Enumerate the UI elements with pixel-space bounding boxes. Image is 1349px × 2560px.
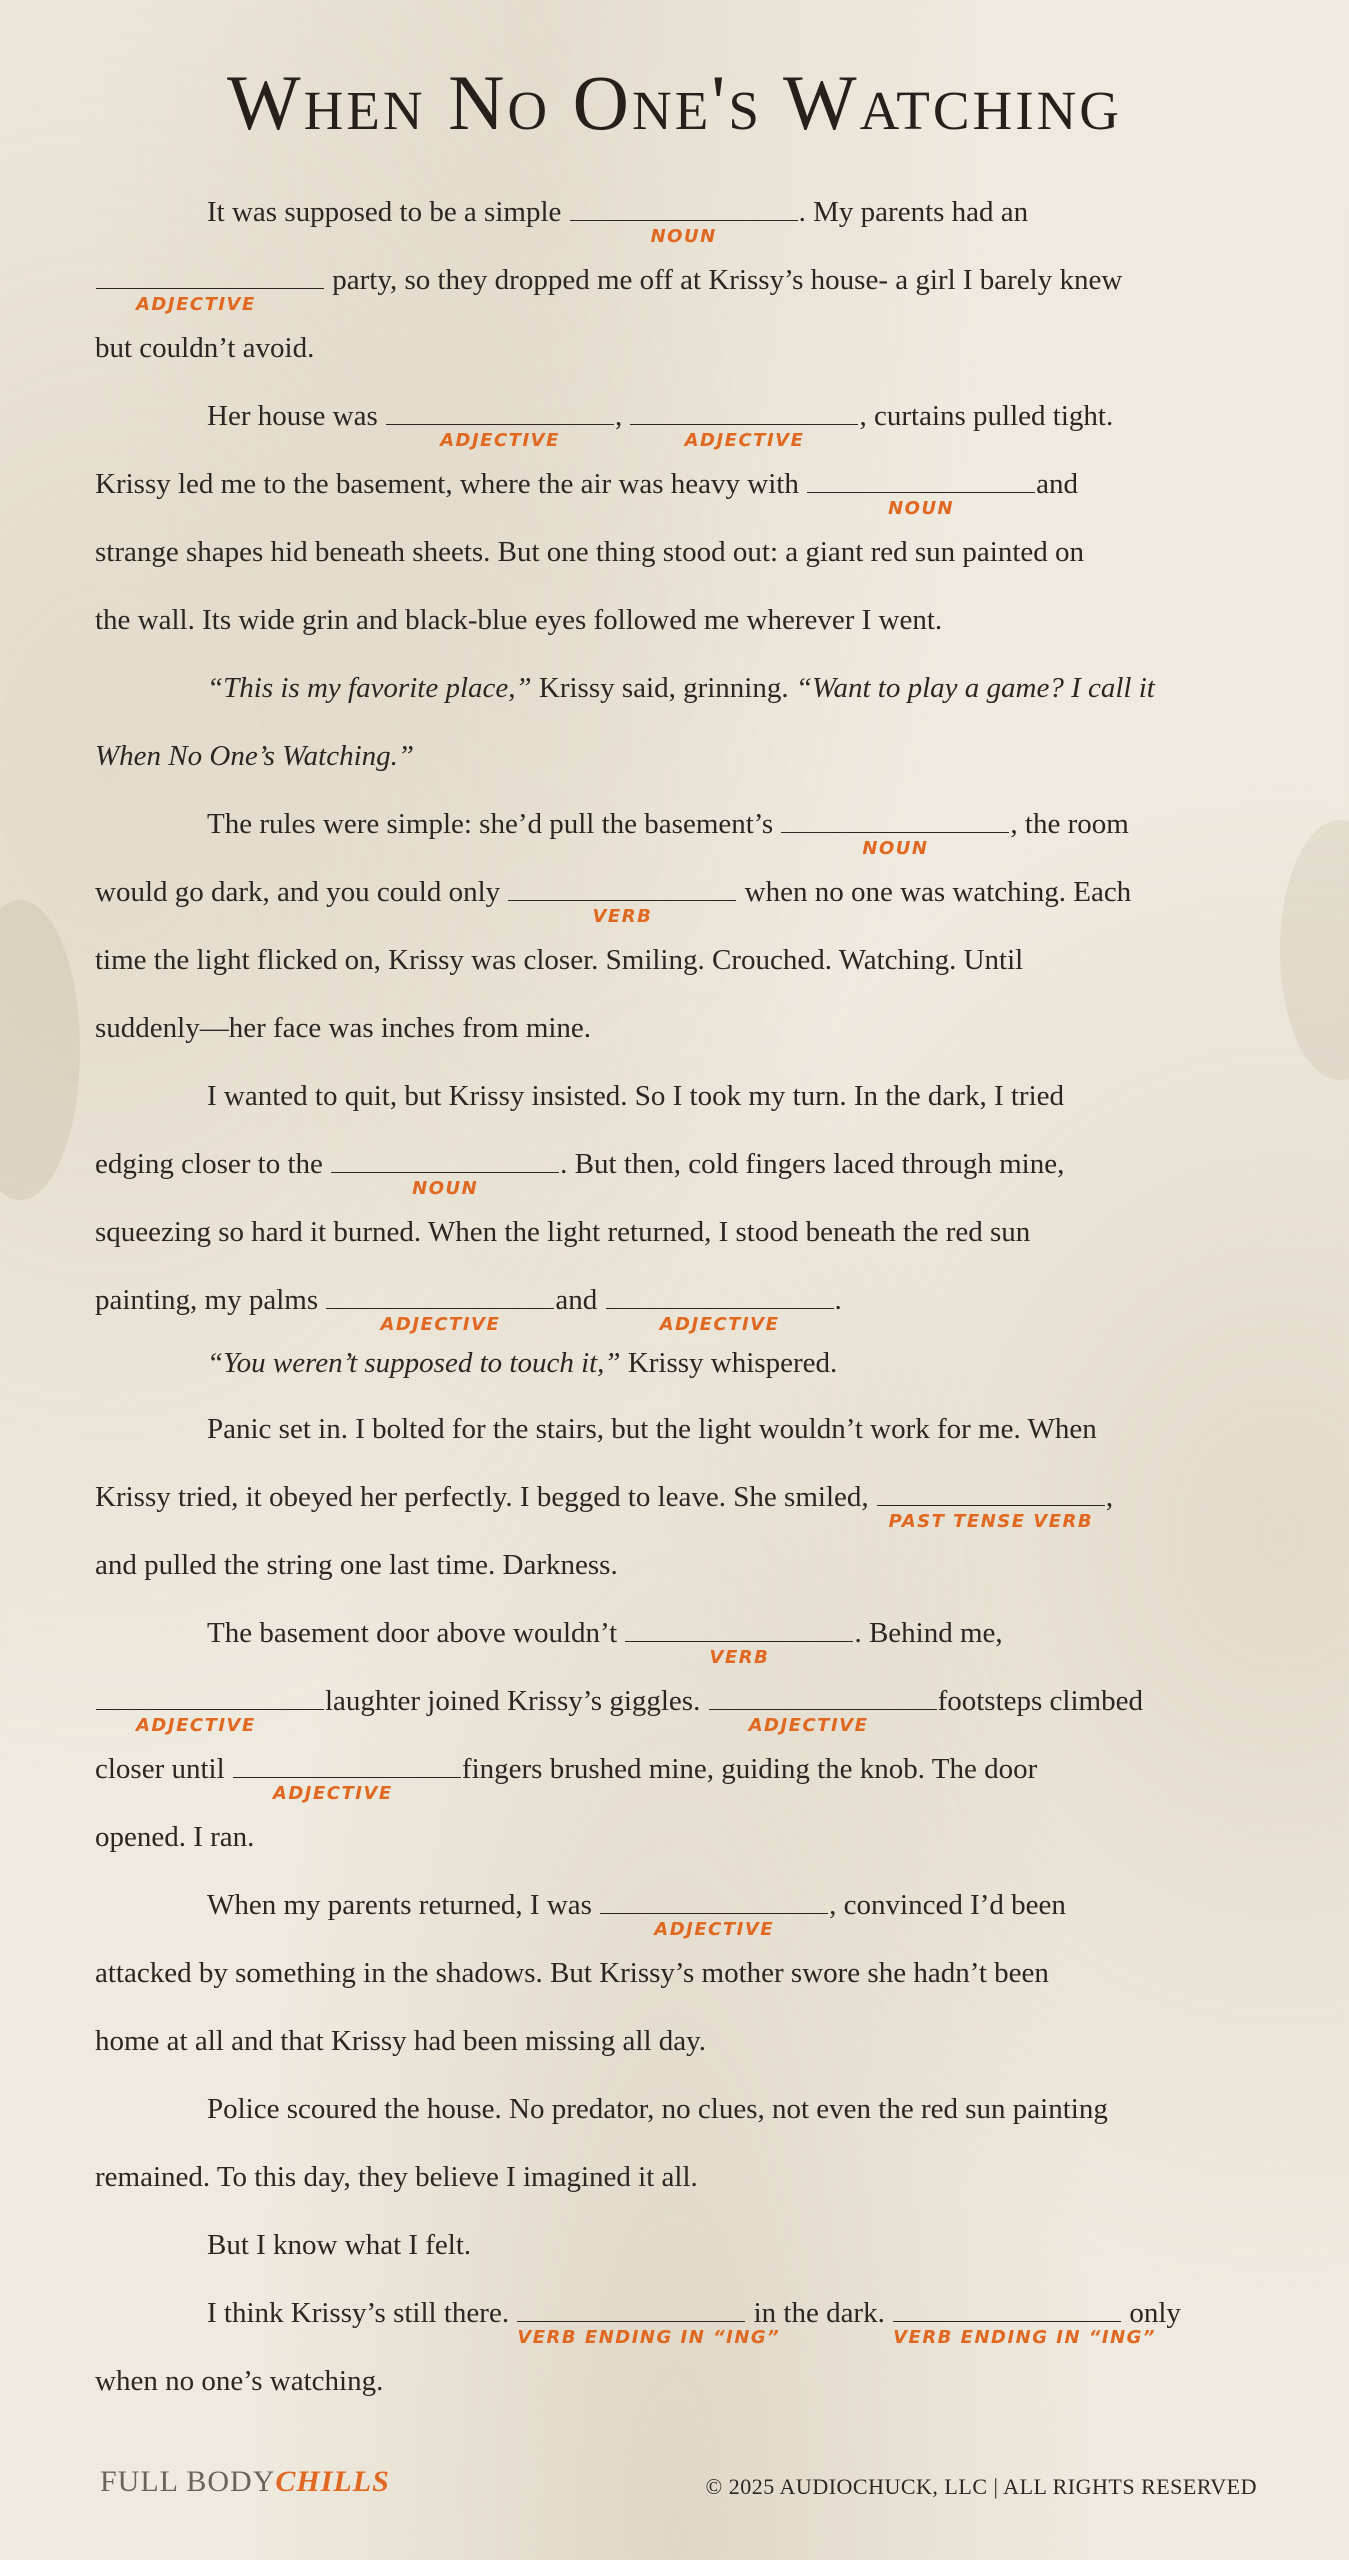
story-line: The rules were simple: she’d pull the basement’s NOUN , the room: [207, 808, 1129, 859]
fill-in-blank[interactable]: [96, 1685, 324, 1736]
story-line: edging closer to the NOUN . But then, cold fingers laced through mine,: [95, 1148, 1065, 1199]
story-line: when no one’s watching.: [95, 2365, 384, 2397]
story-line: attacked by something in the shadows. But Krissy’s mother swore she hadn’t been: [95, 1957, 1049, 1989]
word-type-hint: ADJECTIVE: [654, 1919, 775, 1940]
fill-in-blank[interactable]: [331, 1148, 559, 1199]
word-type-hint: ADJECTIVE: [684, 430, 805, 451]
story-line: opened. I ran.: [95, 1821, 255, 1853]
story-line: “This is my favorite place,” Krissy said, grinning. “Want to play a game? I call it: [207, 672, 1155, 704]
story-line: Krissy led me to the basement, where the air was heavy with NOUN and: [95, 468, 1078, 519]
word-type-hint: VERB ENDING IN “ING”: [893, 2327, 1157, 2348]
logo-text: FULL BODY: [100, 2465, 276, 2498]
story-line: home at all and that Krissy had been missing all day.: [95, 2025, 707, 2057]
story-line: I think Krissy’s still there. VERB ENDING IN “ING” in the dark. VERB ENDING IN “ING” only: [207, 2297, 1181, 2348]
fill-in-blank[interactable]: [570, 196, 798, 247]
fill-in-blank[interactable]: [326, 1284, 554, 1335]
story-line: Krissy tried, it obeyed her perfectly. I begged to leave. She smiled, PAST TENSE VERB ,: [95, 1481, 1114, 1532]
story-line: Her house was ADJECTIVE , ADJECTIVE , curtains pulled tight.: [207, 400, 1114, 451]
fill-in-blank[interactable]: [877, 1481, 1105, 1532]
story-line: Police scoured the house. No predator, no clues, not even the red sun painting: [207, 2093, 1108, 2125]
fill-in-blank[interactable]: [606, 1284, 834, 1335]
story-line: painting, my palms ADJECTIVE and ADJECTIVE .: [95, 1284, 842, 1335]
fill-in-blank[interactable]: [508, 876, 736, 927]
full-body-chills-logo: [100, 2465, 390, 2499]
story-line: The basement door above wouldn’t VERB . Behind me,: [207, 1617, 1003, 1668]
story-line: Panic set in. I bolted for the stairs, but the light wouldn’t work for me. When: [207, 1413, 1097, 1445]
fill-in-blank[interactable]: [630, 400, 858, 451]
fill-in-blank[interactable]: [96, 264, 324, 315]
word-type-hint: ADJECTIVE: [136, 1715, 256, 1736]
word-type-hint: ADJECTIVE: [380, 1314, 501, 1335]
story-line: squeezing so hard it burned. When the light returned, I stood beneath the red sun: [95, 1216, 1031, 1248]
word-type-hint: VERB ENDING IN “ING”: [517, 2327, 781, 2348]
word-type-hint: ADJECTIVE: [659, 1314, 780, 1335]
fill-in-blank[interactable]: [807, 468, 1035, 519]
story-line: But I know what I felt.: [207, 2229, 472, 2261]
logo-accent-text: CHILLS: [275, 2465, 390, 2498]
story-line: It was supposed to be a simple NOUN . My parents had an: [207, 196, 1029, 247]
fill-in-blank[interactable]: [386, 400, 614, 451]
word-type-hint: VERB: [709, 1647, 770, 1668]
word-type-hint: NOUN: [650, 226, 717, 247]
word-type-hint: ADJECTIVE: [272, 1783, 393, 1804]
story-line: suddenly—her face was inches from mine.: [95, 1012, 592, 1044]
copyright-notice: © 2025 AUDIOCHUCK, LLC | ALL RIGHTS RESERVED: [705, 2474, 1257, 2499]
story-line: remained. To this day, they believe I imagined it all.: [95, 2161, 698, 2193]
story-line: ADJECTIVE party, so they dropped me off at Krissy’s house- a girl I barely knew: [95, 263, 1255, 297]
fill-in-blank[interactable]: [625, 1617, 853, 1668]
story-line: strange shapes hid beneath sheets. But one thing stood out: a giant red sun painted on: [95, 536, 1085, 568]
story-line: would go dark, and you could only VERB when no one was watching. Each: [95, 876, 1132, 927]
word-type-hint: NOUN: [888, 498, 955, 519]
story-line: ADJECTIVE laughter joined Krissy’s giggles. ADJECTIVE footsteps climbed: [95, 1684, 1255, 1718]
word-type-hint: ADJECTIVE: [136, 294, 256, 315]
word-type-hint: VERB: [592, 906, 653, 927]
page-title: When No One's Watching: [226, 59, 1123, 146]
word-type-hint: ADJECTIVE: [440, 430, 560, 451]
story-line: “You weren’t supposed to touch it,” Krissy whispered.: [207, 1347, 838, 1379]
story-line: closer until ADJECTIVE fingers brushed mine, guiding the knob. The door: [95, 1753, 1038, 1804]
fill-in-blank[interactable]: [517, 2297, 781, 2348]
fill-in-blank[interactable]: [709, 1685, 937, 1736]
fill-in-blank[interactable]: [781, 808, 1009, 859]
fill-in-blank[interactable]: [893, 2297, 1157, 2348]
story-line: When my parents returned, I was ADJECTIVE , convinced I’d been: [207, 1889, 1066, 1940]
story-line: When No One’s Watching.”: [95, 740, 414, 772]
word-type-hint: NOUN: [412, 1178, 479, 1199]
story-line: time the light flicked on, Krissy was closer. Smiling. Crouched. Watching. Until: [95, 944, 1024, 976]
word-type-hint: ADJECTIVE: [748, 1715, 869, 1736]
fill-in-blank[interactable]: [233, 1753, 461, 1804]
story-line: I wanted to quit, but Krissy insisted. So I took my turn. In the dark, I tried: [207, 1080, 1065, 1112]
fill-in-blank[interactable]: [600, 1889, 828, 1940]
word-type-hint: NOUN: [862, 838, 929, 859]
story-line: and pulled the string one last time. Darkness.: [95, 1549, 618, 1581]
story-line: the wall. Its wide grin and black-blue eyes followed me wherever I went.: [95, 604, 943, 636]
story-line: but couldn’t avoid.: [95, 332, 315, 364]
word-type-hint: PAST TENSE VERB: [888, 1511, 1094, 1532]
